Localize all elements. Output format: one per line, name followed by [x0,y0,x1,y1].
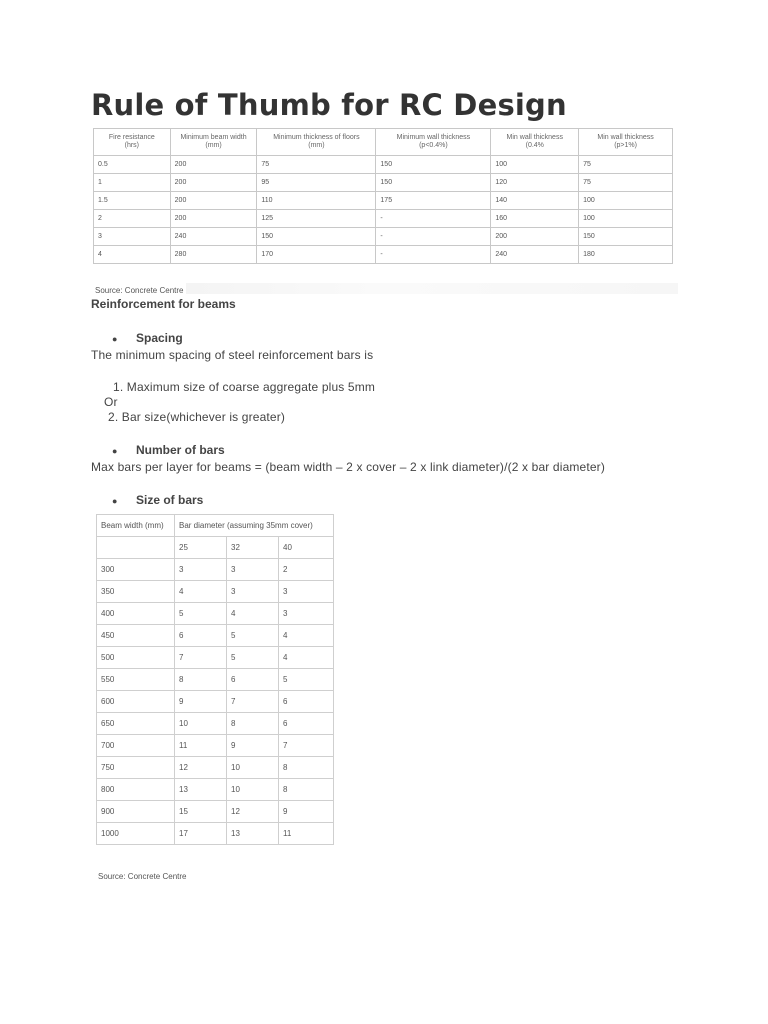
table-row [94,192,673,210]
header-cell: 40 [279,537,334,559]
table-cell: 6 [279,713,334,735]
table-row [97,779,334,801]
table-cell: 0.5 [94,156,171,174]
table-cell: 120 [491,174,579,192]
table-cell: 150 [376,174,491,192]
header-cell: Min wall thickness (0.4% [491,129,579,156]
bullet-heading-size-of-bars [112,493,203,507]
table-cell: 110 [257,192,376,210]
table-cell: 600 [97,691,175,713]
table-cell: 150 [376,156,491,174]
table-row [94,246,673,264]
table-cell: 750 [97,757,175,779]
page-title: Rule of Thumb for RC Design [91,88,567,122]
table-cell: 3 [279,581,334,603]
table-cell: 75 [257,156,376,174]
image-caption-strip [186,283,678,294]
bullet-heading-number-of-bars [112,443,225,457]
table-cell: 4 [279,647,334,669]
table-row [97,757,334,779]
header-cell [97,537,175,559]
table-row [94,228,673,246]
table-row [94,210,673,228]
table-cell: 3 [175,559,227,581]
header-cell: Minimum thickness of floors (mm) [257,129,376,156]
bar-size-table [96,514,334,845]
fire-table-source: Source: Concrete Centre [95,286,184,295]
table-cell: 200 [170,192,257,210]
table-cell: 4 [94,246,171,264]
table-cell: 9 [227,735,279,757]
table-cell: 4 [227,603,279,625]
table-cell: 10 [175,713,227,735]
table-row [97,691,334,713]
table-row [97,647,334,669]
table-row [97,559,334,581]
table-cell: 3 [227,559,279,581]
table-cell: 1000 [97,823,175,845]
table-row [94,156,673,174]
table-cell: 95 [257,174,376,192]
table-cell: 200 [491,228,579,246]
table-cell: 160 [491,210,579,228]
table-row [97,713,334,735]
table-cell: 5 [279,669,334,691]
table-cell: 11 [175,735,227,757]
bullet-label: Number of bars [136,443,225,457]
table-cell: 150 [257,228,376,246]
header-cell: Fire resistance (hrs) [94,129,171,156]
table-cell: 12 [227,801,279,823]
spacing-paragraph: The minimum spacing of steel reinforcement bars is [91,348,374,362]
table-cell: 5 [175,603,227,625]
table-cell: 140 [491,192,579,210]
table-cell: 3 [279,603,334,625]
max-bars-formula: Max bars per layer for beams = (beam width – 2 x cover – 2 x link diameter)/(2 x bar diameter) [91,460,605,474]
header-cell: Beam width (mm) [97,515,175,537]
table-cell: 8 [175,669,227,691]
table-cell: - [376,228,491,246]
table-cell: 280 [170,246,257,264]
table-header-row [94,129,673,156]
table-row [94,174,673,192]
bullet-label: Spacing [136,331,183,345]
table-cell: 170 [257,246,376,264]
table-cell: 5 [227,647,279,669]
table-cell: 180 [579,246,673,264]
table-cell: 6 [227,669,279,691]
table-cell: 6 [279,691,334,713]
bullet-icon: ● [112,495,118,506]
table-row [97,801,334,823]
table-cell: 4 [175,581,227,603]
table-cell: 9 [175,691,227,713]
table-row [97,625,334,647]
header-cell: Minimum wall thickness (p<0.4%) [376,129,491,156]
table-cell: 650 [97,713,175,735]
table-cell: 100 [491,156,579,174]
table-cell: 800 [97,779,175,801]
table-cell: 75 [579,174,673,192]
table-cell: 11 [279,823,334,845]
table-cell: 700 [97,735,175,757]
list-item: 1. Maximum size of coarse aggregate plus 5mm [113,380,376,394]
table-header-row [97,515,334,537]
table-cell: 200 [170,210,257,228]
table-cell: 500 [97,647,175,669]
table-cell: 75 [579,156,673,174]
section-heading: Reinforcement for beams [91,297,236,311]
table-cell: 7 [279,735,334,757]
table-cell: 13 [227,823,279,845]
table-cell: 2 [94,210,171,228]
table-cell: 550 [97,669,175,691]
header-cell: 25 [175,537,227,559]
table-cell: 150 [579,228,673,246]
table-cell: 350 [97,581,175,603]
fire-resistance-table [93,128,673,264]
table-cell: 7 [227,691,279,713]
bullet-heading-spacing [112,331,183,345]
table-header-row [97,537,334,559]
list-item: 2. Bar size(whichever is greater) [108,410,286,424]
table-cell: 15 [175,801,227,823]
table-cell: 125 [257,210,376,228]
table-cell: 3 [94,228,171,246]
table-row [97,581,334,603]
table-cell: 12 [175,757,227,779]
table-cell: 1.5 [94,192,171,210]
table-cell: 1 [94,174,171,192]
table-cell: 17 [175,823,227,845]
table-cell: 4 [279,625,334,647]
table-row [97,669,334,691]
header-cell: Bar diameter (assuming 35mm cover) [175,515,334,537]
table-row [97,603,334,625]
table-row [97,735,334,757]
table-cell: 200 [170,174,257,192]
table-cell: - [376,246,491,264]
table-cell: 8 [227,713,279,735]
table-cell: 9 [279,801,334,823]
table-cell: 5 [227,625,279,647]
table-cell: 2 [279,559,334,581]
table-row [97,823,334,845]
header-cell: Min wall thickness (p>1%) [579,129,673,156]
bullet-icon: ● [112,333,118,344]
table-cell: 900 [97,801,175,823]
table-cell: - [376,210,491,228]
table-cell: 6 [175,625,227,647]
table-cell: 10 [227,757,279,779]
bullet-label: Size of bars [136,493,204,507]
table-cell: 450 [97,625,175,647]
bars-table-source: Source: Concrete Centre [98,872,187,881]
table-cell: 100 [579,192,673,210]
table-cell: 13 [175,779,227,801]
header-cell: 32 [227,537,279,559]
table-cell: 240 [170,228,257,246]
table-cell: 3 [227,581,279,603]
table-cell: 240 [491,246,579,264]
bullet-icon: ● [112,445,118,456]
table-cell: 8 [279,757,334,779]
table-cell: 300 [97,559,175,581]
table-cell: 8 [279,779,334,801]
header-cell: Minimum beam width (mm) [170,129,257,156]
table-cell: 7 [175,647,227,669]
table-cell: 10 [227,779,279,801]
table-cell: 400 [97,603,175,625]
table-cell: 200 [170,156,257,174]
table-cell: 100 [579,210,673,228]
list-or-text: Or [104,395,118,409]
table-cell: 175 [376,192,491,210]
